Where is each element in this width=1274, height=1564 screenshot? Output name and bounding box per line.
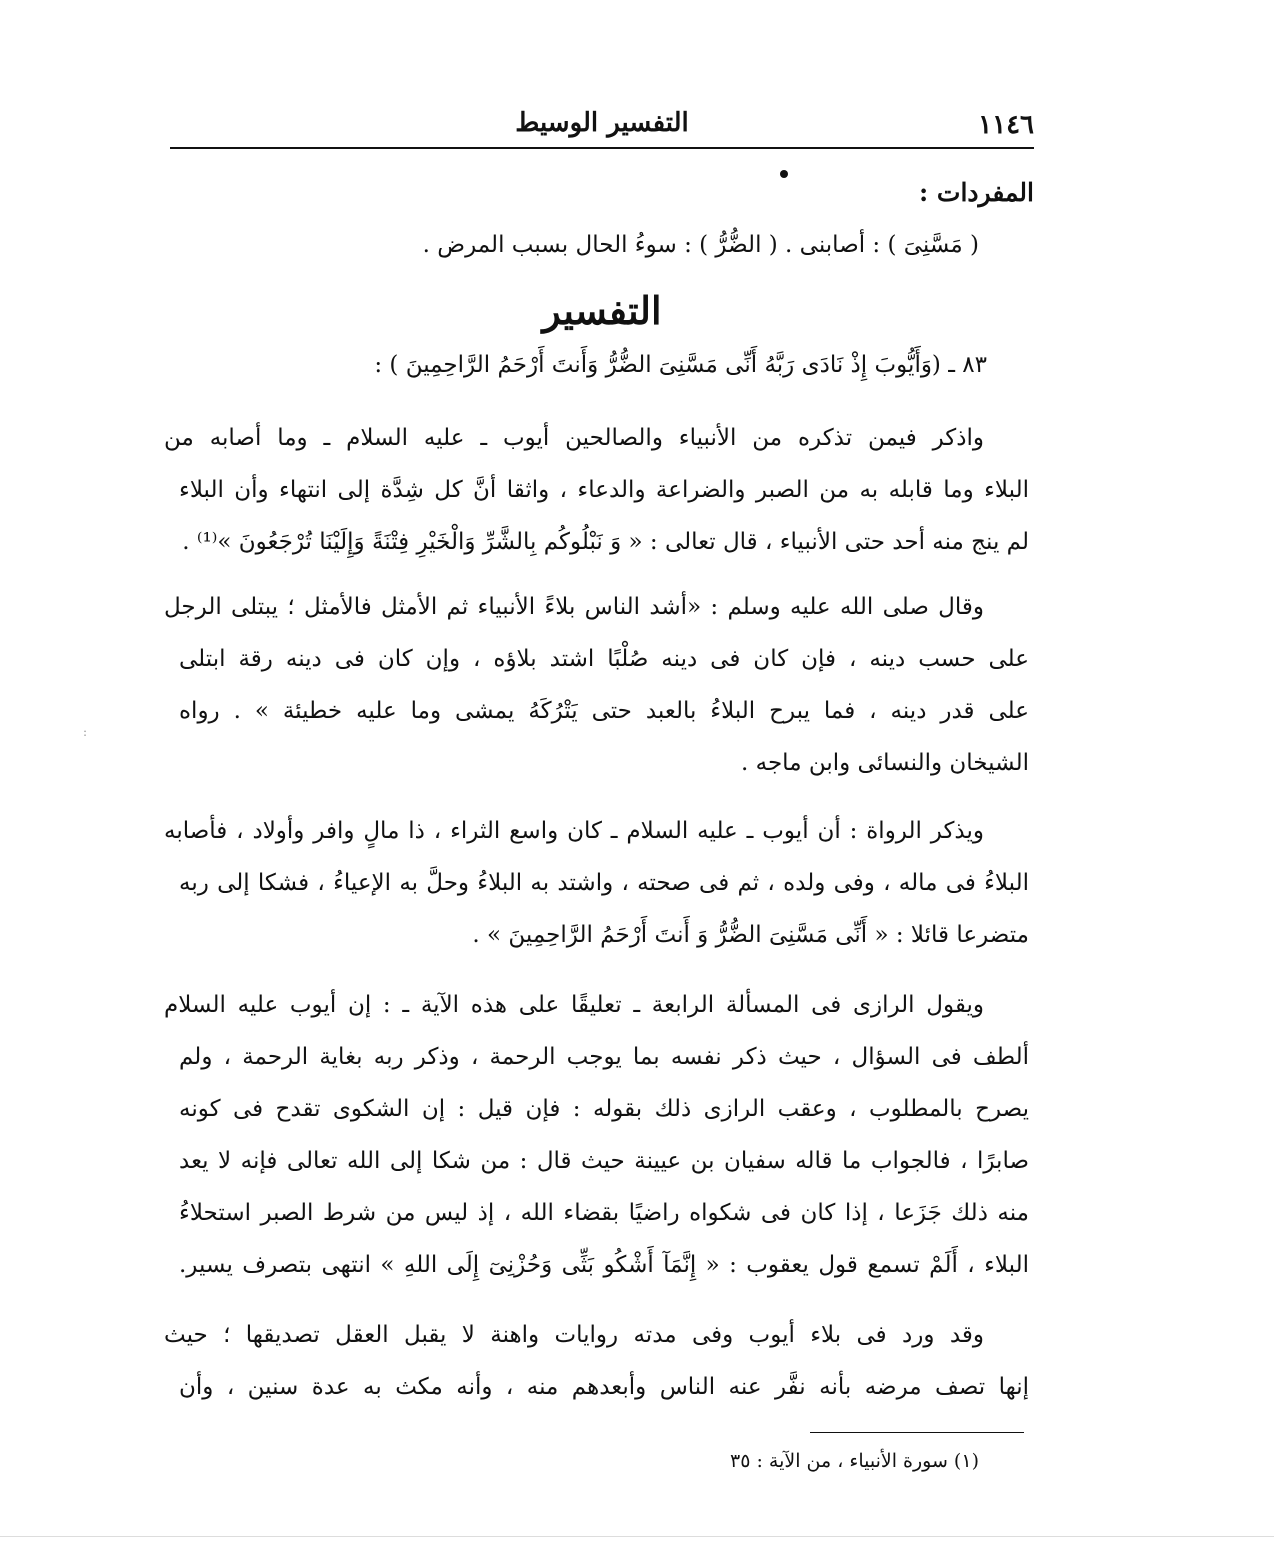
paragraph-line: متضرعا قائلا : « أَنِّى مَسَّنِىَ الضُّرُّ وَ أَنتَ أَرْحَمُ الرَّاحِمِينَ » . bbox=[472, 922, 1029, 948]
page-header bbox=[170, 108, 1034, 148]
paragraph-line: صابرًا ، فالجواب ما قاله سفيان بن عيينة حيث قال : من شكا إلى الله تعالى فإنه لا يعد bbox=[179, 1148, 1029, 1174]
paragraph-line: لم ينج منه أحد حتى الأنبياء ، قال تعالى : « وَ نَبْلُوكُم بِالشَّرِّ وَالْخَيْرِ فِتْنَةً وَإِلَيْنَا تُرْجَعُونَ »⁽¹⁾ . bbox=[182, 529, 1029, 555]
section-title: التفسير bbox=[542, 288, 662, 333]
paragraph-line: البلاء وما قابله به من الصبر والضراعة والدعاء ، واثقا أنَّ كل شِدَّة إلى انتهاء وأن البلاء bbox=[179, 477, 1029, 503]
footnote-rule bbox=[810, 1432, 1024, 1433]
ink-dot bbox=[780, 170, 788, 178]
running-title: التفسير الوسيط bbox=[515, 108, 689, 138]
page-number: ١١٤٦ bbox=[978, 110, 1034, 140]
scan-edge-line bbox=[0, 1536, 1274, 1537]
header-rule bbox=[170, 147, 1034, 149]
vocab-line: ( مَسَّنِىَ ) : أصابنى . ( الضُّرُّ ) : سوءُ الحال بسبب المرض . bbox=[422, 232, 979, 258]
paragraph-line: الشيخان والنسائى وابن ماجه . bbox=[741, 750, 1029, 776]
paragraph-line: إنها تصف مرضه بأنه نفَّر عنه الناس وأبعدهم منه ، وأنه مكث به عدة سنين ، وأن bbox=[179, 1374, 1029, 1400]
paragraph-line: ويقول الرازى فى المسألة الرابعة ـ تعليقًا على هذه الآية ـ : إن أيوب عليه السلام bbox=[164, 992, 984, 1018]
paragraph-line: ويذكر الرواة : أن أيوب ـ عليه السلام ـ كان واسع الثراء ، ذا مالٍ وافر وأولاد ، فأصابه bbox=[164, 818, 984, 844]
paragraph-line: ألطف فى السؤال ، حيث ذكر نفسه بما يوجب الرحمة ، وذكر ربه بغاية الرحمة ، ولم bbox=[179, 1044, 1029, 1070]
footnote: (١) سورة الأنبياء ، من الآية : ٣٥ bbox=[730, 1450, 979, 1472]
paragraph-line: البلاءُ فى ماله ، وفى ولده ، ثم فى صحته ، واشتد به البلاءُ وحلَّ به الإعياءُ ، فشكا إلى ربه bbox=[179, 870, 1029, 896]
paragraph-line: على قدر دينه ، فما يبرح البلاءُ بالعبد حتى يَتْرُكَهُ يمشى وما عليه خطيئة » . رواه bbox=[179, 698, 1029, 724]
paragraph-line: وقد ورد فى بلاء أيوب وفى مدته روايات واهنة لا يقبل العقل تصديقها ؛ حيث bbox=[164, 1322, 984, 1348]
paragraph-line: البلاء ، أَلَمْ تسمع قول يعقوب : « إِنَّمَآ أَشْكُو بَثِّى وَحُزْنِىٓ إِلَى اللهِ » انتهى بتصرف يسير. bbox=[179, 1252, 1029, 1278]
paragraph-line: منه ذلك جَزَعا ، إذا كان فى شكواه راضيًا بقضاء الله ، إذ ليس من شرط الصبر استحلاءُ bbox=[179, 1200, 1029, 1226]
paragraph-line: وقال صلى الله عليه وسلم : «أشد الناس بلاءً الأنبياء ثم الأمثل فالأمثل ؛ يبتلى الرجل bbox=[164, 594, 984, 620]
paragraph-line: يصرح بالمطلوب ، وعقب الرازى ذلك بقوله : فإن قيل : إن الشكوى تقدح فى كونه bbox=[179, 1096, 1029, 1122]
paragraph-line: على حسب دينه ، فإن كان فى دينه صُلْبًا اشتد بلاؤه ، وإن كان فى دينه رقة ابتلى bbox=[179, 646, 1029, 672]
margin-mark: : bbox=[83, 725, 88, 739]
paragraph-line: واذكر فيمن تذكره من الأنبياء والصالحين أيوب ـ عليه السلام ـ وما أصابه من bbox=[164, 425, 984, 451]
verse-line: ٨٣ ـ (وَأَيُّوبَ إِذْ نَادَى رَبَّهُ أَنِّى مَسَّنِىَ الضُّرُّ وَأَنتَ أَرْحَمُ الرَّاحِمِينَ ) : bbox=[374, 352, 987, 378]
vocab-heading: المفردات : bbox=[918, 178, 1034, 207]
